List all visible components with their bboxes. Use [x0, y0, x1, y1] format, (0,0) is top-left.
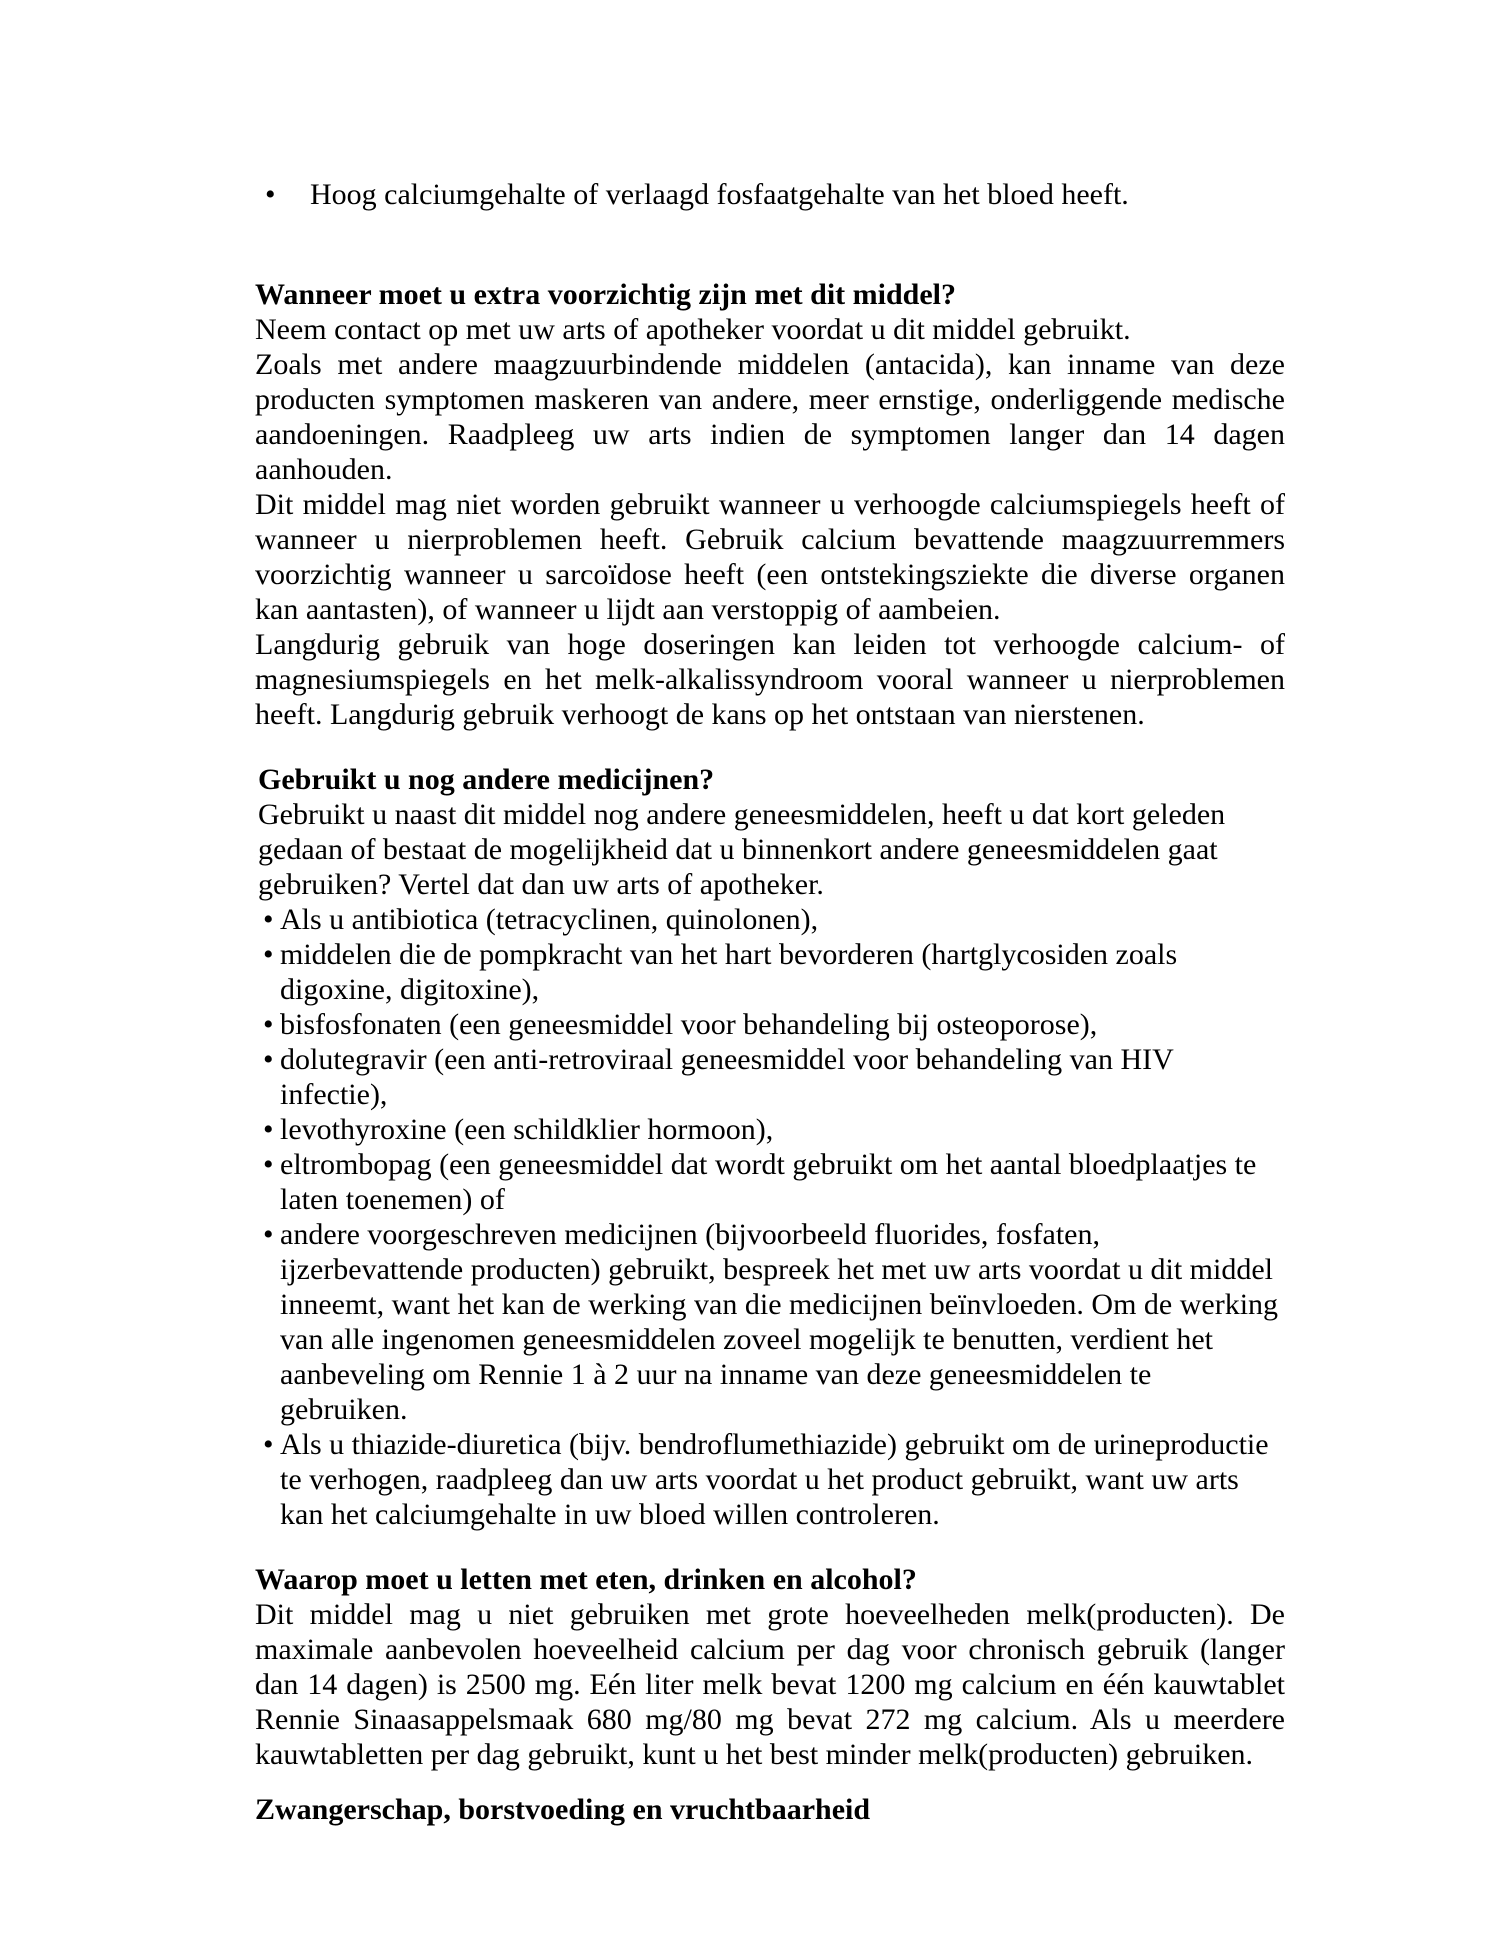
bullet-icon: • [263, 1043, 274, 1076]
section-heading-pregnancy: Zwangerschap, borstvoeding en vruchtbaarheid [255, 1793, 871, 1826]
section-heading-medicines: Gebruikt u nog andere medicijnen? [258, 763, 715, 796]
list-item [258, 902, 1285, 937]
section-heading-warning: Wanneer moet u extra voorzichtig zijn met dit middel? [255, 278, 956, 311]
list-item [258, 937, 1285, 1007]
bullet-icon: • [263, 1428, 274, 1461]
list-item [258, 1007, 1285, 1042]
list-item [258, 1147, 1285, 1217]
bullet-icon: • [263, 903, 274, 936]
bullet-icon: • [263, 1148, 274, 1181]
section-pregnancy [255, 1792, 1285, 1827]
list-item-text: Hoog calciumgehalte of verlaagd fosfaatgehalte van het bloed heeft. [310, 178, 1129, 211]
paragraph-contact: Neem contact op met uw arts of apotheker voordat u dit middel gebruikt. [255, 313, 1131, 346]
list-item [258, 1217, 1285, 1427]
paragraph-antacida: Zoals met andere maagzuurbindende middelen (antacida), kan inname van deze producten symptomen maskeren van andere, meer ernstige, onderliggende medische aandoeningen. Raadpleeg uw arts indien de symptomen langer dan 14 dagen aanhouden. [255, 348, 1285, 486]
section-warning [255, 277, 1285, 732]
list-item [258, 1427, 1285, 1532]
list-item-text: levothyroxine (een schildklier hormoon), [280, 1113, 774, 1146]
list-item-text: middelen die de pompkracht van het hart bevorderen (hartglycosiden zoals digoxine, digitoxine), [280, 938, 1178, 1006]
bullet-icon: • [263, 1008, 274, 1041]
list-item-text: bisfosfonaten (een geneesmiddel voor behandeling bij osteoporose), [280, 1008, 1098, 1041]
bullet-icon: • [263, 938, 274, 971]
paragraph-nierproblemen: Dit middel mag niet worden gebruikt wanneer u verhoogde calciumspiegels heeft of wanneer u nierproblemen heeft. Gebruik calcium bevattende maagzuurremmers voorzichtig wanneer u sarcoïdose heeft (een ontstekingsziekte die diverse organen kan aantasten), of wanneer u lijdt aan verstoppig of aambeien. [255, 488, 1285, 626]
section-medicines [258, 762, 1285, 1532]
list-item [258, 1112, 1285, 1147]
paragraph-melk: Dit middel mag u niet gebruiken met grote hoeveelheden melk(producten). De maximale aanbevolen hoeveelheid calcium per dag voor chronisch gebruik (langer dan 14 dagen) is 2500 mg. Eén liter melk bevat 1200 mg calcium en één kauwtablet Rennie Sinaasappelsmaak 680 mg/80 mg bevat 272 mg calcium. Als u meerdere kauwtabletten per dag gebruikt, kunt u het best minder melk(producten) gebruiken. [255, 1598, 1285, 1771]
paragraph-langdurig: Langdurig gebruik van hoge doseringen kan leiden tot verhoogde calcium- of magnesiumspiegels en het melk-alkalissyndroom vooral wanneer u nierproblemen heeft. Langdurig gebruik verhoogt de kans op het ontstaan van nierstenen. [255, 628, 1285, 731]
bullet-icon: • [263, 1113, 274, 1146]
section-food [255, 1562, 1285, 1772]
list-item-text: dolutegravir (een anti-retroviraal geneesmiddel voor behandeling van HIV infectie), [280, 1043, 1174, 1111]
list-item-text: andere voorgeschreven medicijnen (bijvoorbeeld fluorides, fosfaten, ijzerbevattende producten) gebruikt, bespreek het met uw arts voordat u dit middel inneemt, want het kan de werking van die medicijnen beïnvloeden. Om de werking van alle ingenomen geneesmiddelen zoveel mogelijk te benutten, verdient het aanbeveling om Rennie 1 à 2 uur na inname van deze geneesmiddelen te gebruiken. [280, 1218, 1279, 1426]
bullet-icon: • [265, 178, 276, 211]
bullet-icon: • [263, 1218, 274, 1251]
list-item [255, 177, 1285, 212]
list-item-text: Als u antibiotica (tetracyclinen, quinolonen), [280, 903, 819, 936]
paragraph-medicines-intro: Gebruikt u naast dit middel nog andere geneesmiddelen, heeft u dat kort geleden gedaan of bestaat de mogelijkheid dat u binnenkort andere geneesmiddelen gaat gebruiken? Vertel dat dan uw arts of apotheker. [258, 798, 1226, 901]
section-heading-food: Waarop moet u letten met eten, drinken en alcohol? [255, 1563, 917, 1596]
list-item [258, 1042, 1285, 1112]
list-item-text: Als u thiazide-diuretica (bijv. bendroflumethiazide) gebruikt om de urineproductie te verhogen, raadpleeg dan uw arts voordat u het product gebruikt, want uw arts kan het calciumgehalte in uw bloed willen controleren. [280, 1428, 1269, 1531]
list-item-text: eltrombopag (een geneesmiddel dat wordt gebruikt om het aantal bloedplaatjes te laten toenemen) of [280, 1148, 1257, 1216]
